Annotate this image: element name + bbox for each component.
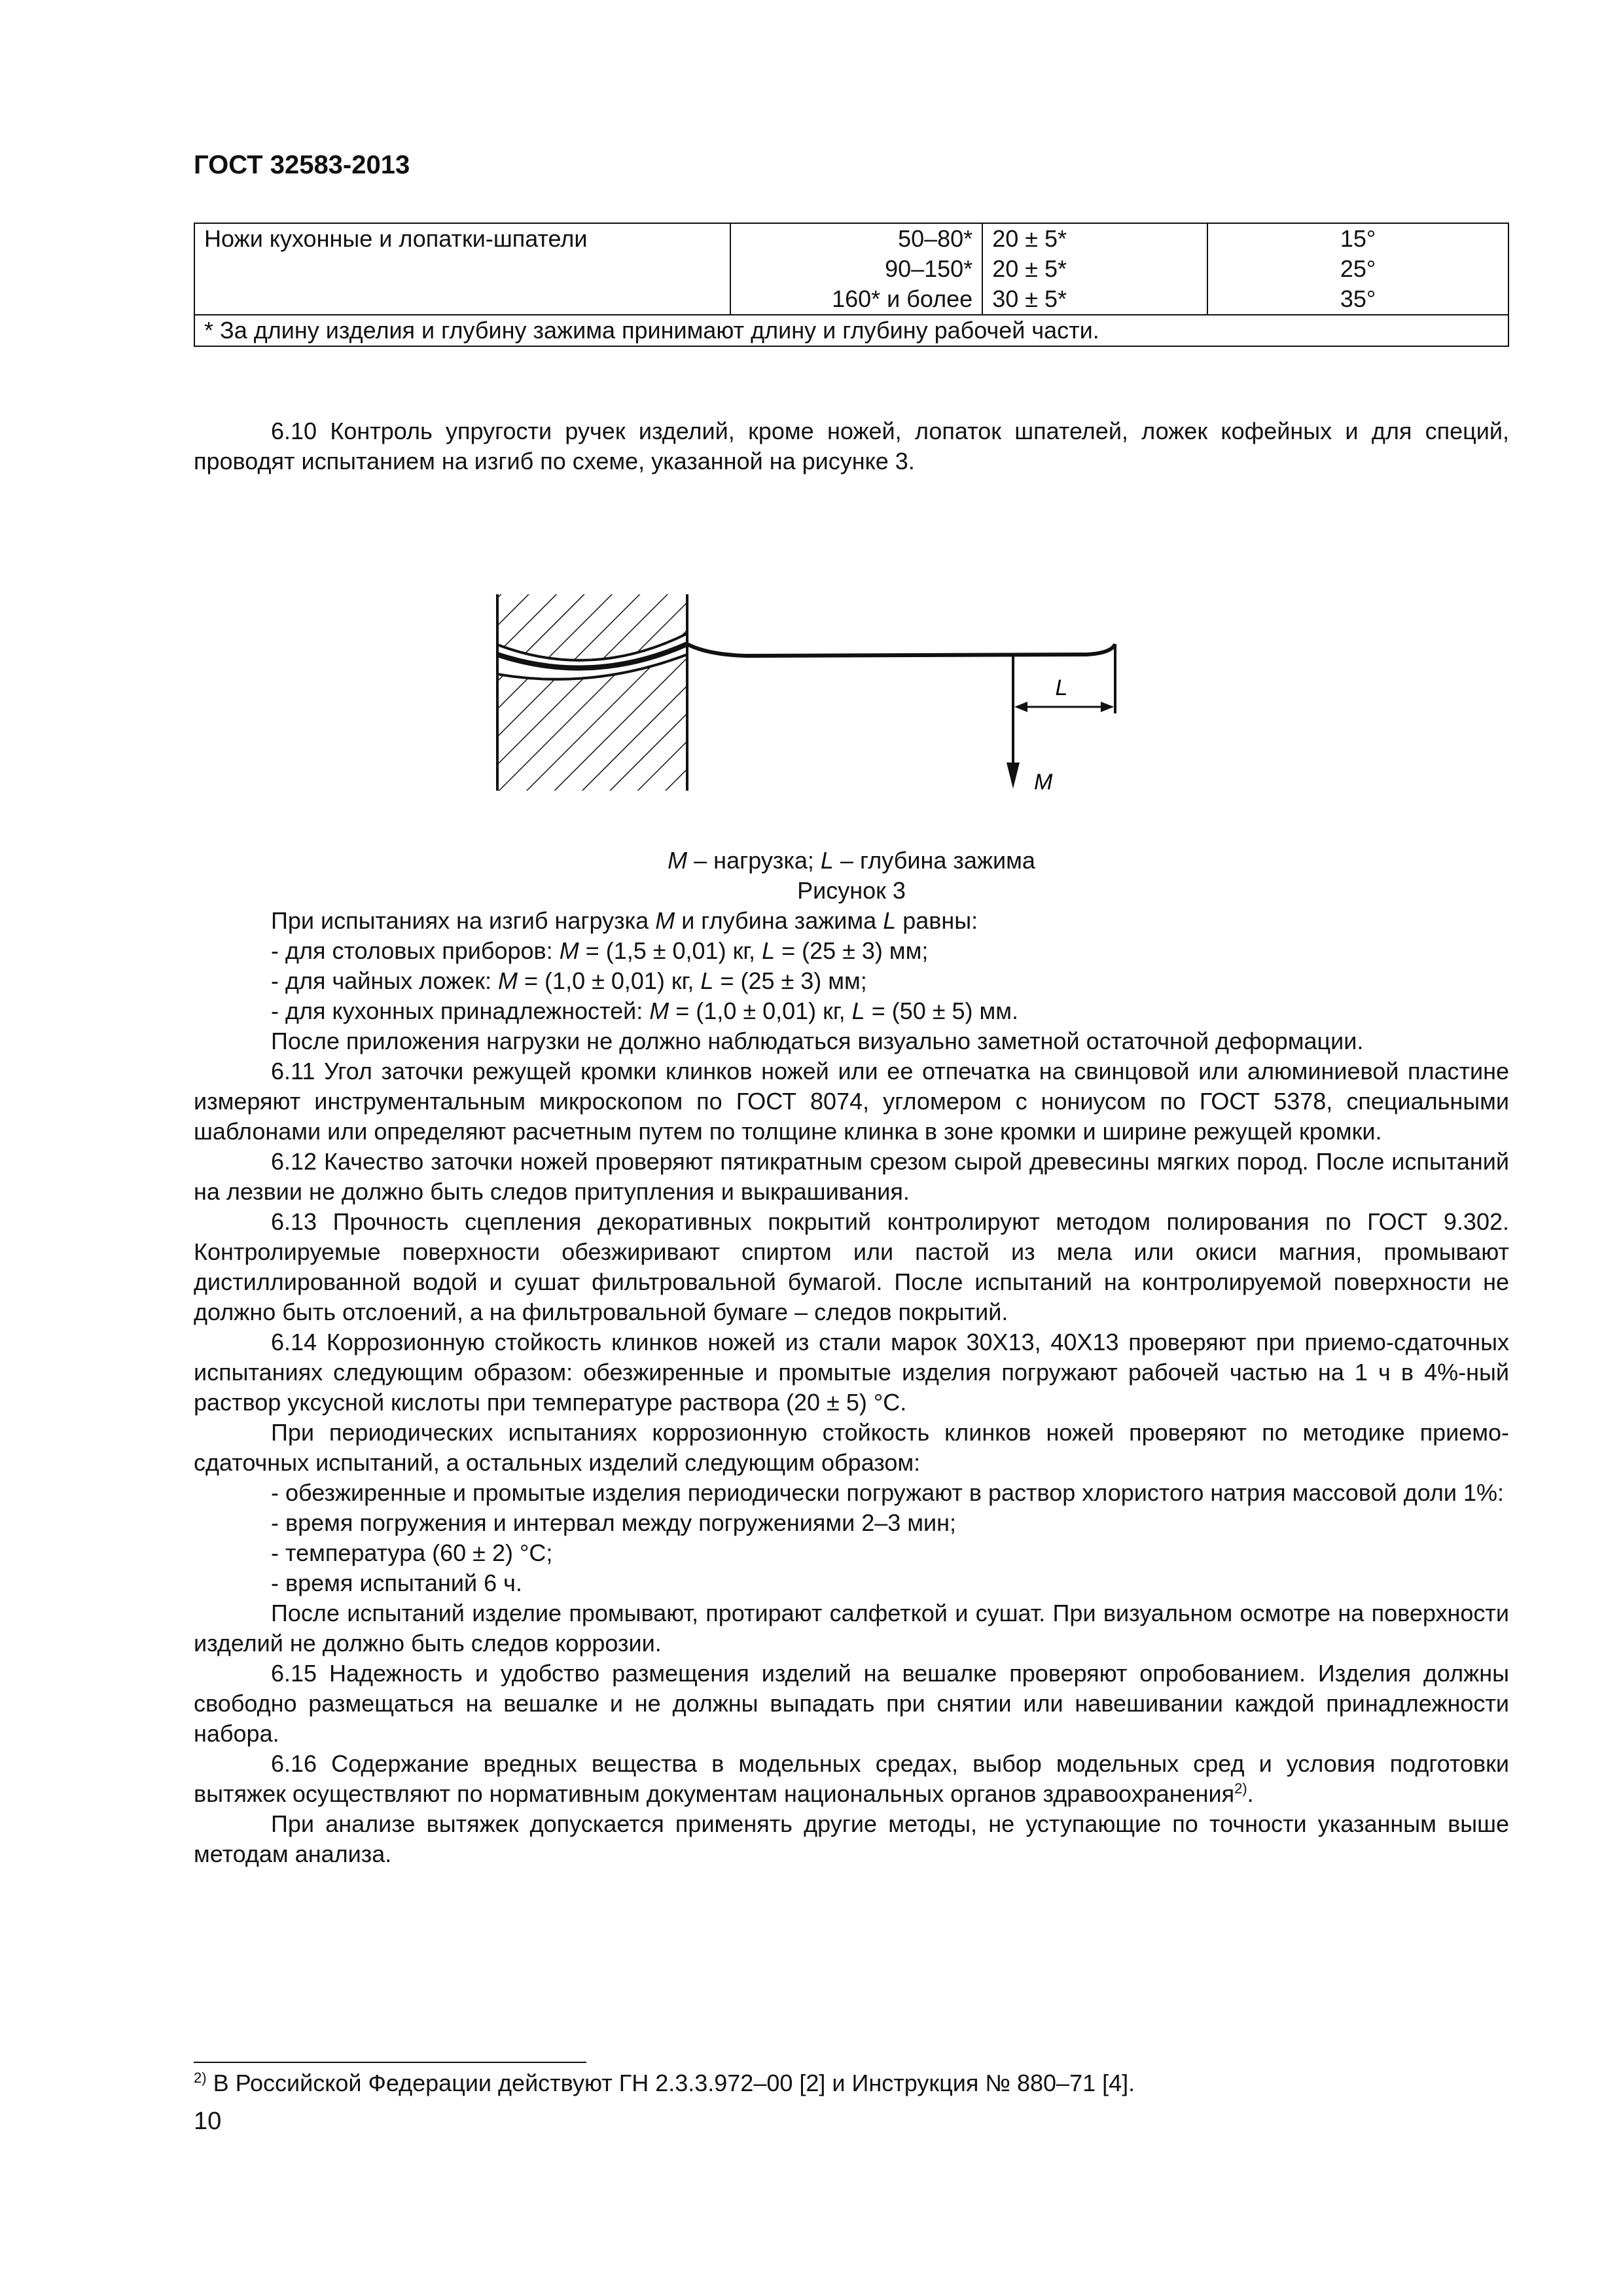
- figure-legend: M – нагрузка; L – глубина зажима: [668, 847, 1035, 874]
- length-value: 50–80*: [898, 225, 973, 252]
- paragraph-6-10: 6.10 Контроль упругости ручек изделий, кроме ножей, лопаток шпателей, ложек кофейных и для специй, проводят испытанием на изгиб по схеме, указанной на рисунке 3.: [194, 418, 1509, 475]
- paragraph-6-16-analysis: При анализе вытяжек допускается применять другие методы, не уступающие по точности указанным выше методам анализа.: [194, 1810, 1509, 1867]
- item-name-cell: Ножи кухонные и лопатки-шпатели: [194, 223, 730, 315]
- length-value: 90–150*: [885, 255, 973, 282]
- list-item: - температура (60 ± 2) °С;: [271, 1539, 553, 1566]
- figure-text: [194, 846, 1509, 1869]
- load-arrow-icon: [1007, 762, 1020, 789]
- clamp-jaws: [497, 594, 687, 791]
- label-M: M: [1034, 770, 1053, 795]
- section-6-10: [194, 416, 1509, 476]
- label-L: L: [1055, 675, 1068, 700]
- table-note: * За длину изделия и глубину зажима принимают длину и глубину рабочей части.: [194, 315, 1508, 346]
- list-item: - для кухонных принадлежностей: M = (1,0 ± 0,01) кг, L = (50 ± 5) мм.: [271, 997, 1019, 1024]
- paragraph-6-11: 6.11 Угол заточки режущей кромки клинков ножей или ее отпечатка на свинцовой или алюминиевой пластине измеряют инструментальным микроскопом по ГОСТ 8074, угломером с нониусом по ГОСТ 5378, специальными шаблонами или определяют расчетным путем по толщине клинка в зоне кромки и ширине режущей кромки.: [194, 1058, 1509, 1145]
- list-item: - время погружения и интервал между погружениями 2–3 мин;: [271, 1509, 957, 1536]
- paragraph-6-12: 6.12 Качество заточки ножей проверяют пятикратным срезом сырой древесины мягких пород. После испытаний на лезвии не должно быть следов притупления и выкрашивания.: [194, 1148, 1509, 1205]
- clamp-value: 20 ± 5*: [992, 225, 1067, 252]
- spec-table: [194, 223, 1509, 347]
- footnote-mark: 2): [194, 2070, 207, 2086]
- table-note-row: [194, 315, 1508, 346]
- bend-intro: При испытаниях на изгиб нагрузка M и глубина зажима L равны:: [271, 907, 978, 934]
- list-item: - для столовых приборов: M = (1,5 ± 0,01) кг, L = (25 ± 3) мм;: [271, 937, 929, 964]
- clamp-cell: [982, 223, 1207, 315]
- document-header: ГОСТ 32583-2013: [194, 151, 410, 179]
- length-cell: [730, 223, 982, 315]
- footnote: $^{2)}$ В Российской Федерации действуют ГН 2.3.3.972–00 [2] и Инструкция № 880–71 [4].: [194, 2070, 1135, 2096]
- paragraph-6-14: 6.14 Коррозионную стойкость клинков ножей из стали марок 30Х13, 40Х13 проверяют при приемо-сдаточных испытаниях следующим образом: обезжиренные и промытые изделия погружают рабочей частью на 1 ч в 4%-ный раствор уксусной кислоты при температуре раствора (20 ± 5) °С.: [194, 1329, 1509, 1416]
- paragraph-6-13: 6.13 Прочность сцепления декоративных покрытий контролируют методом полирования по ГОСТ 9.302. Контролируемые поверхности обезжиривают спиртом или пастой из мела или окиси магния, промывают дистиллированной водой и сушат фильтровальной бумагой. После испытаний на контролируемой поверхности не должно быть отслоений, а на фильтровальной бумаге – следов покрытий.: [194, 1208, 1509, 1325]
- length-value: 160* и более: [832, 285, 973, 312]
- bend-after: После приложения нагрузки не должно наблюдаться визуально заметной остаточной деформации.: [271, 1028, 1364, 1054]
- clamp-value: 20 ± 5*: [992, 255, 1067, 282]
- footnote-ref[interactable]: 2): [1234, 1780, 1247, 1797]
- figure-caption: Рисунок 3: [797, 877, 906, 904]
- bending-test-diagram: [484, 583, 1126, 798]
- paragraph-6-15: 6.15 Надежность и удобство размещения изделий на вешалке проверяют опробованием. Изделия должны свободно размещаться на вешалке и не должны выпадать при снятии или навешивании каждой принадлежности набора.: [194, 1660, 1509, 1747]
- list-item: - для чайных ложек: M = (1,0 ± 0,01) кг, L = (25 ± 3) мм;: [271, 967, 867, 994]
- list-item: - обезжиренные и промытые изделия периодически погружают в раствор хлористого натрия массовой доли 1%:: [271, 1479, 1505, 1506]
- page-number: 10: [194, 2108, 222, 2135]
- paragraph-6-16: 6.16 Содержание вредных вещества в модельных средах, выбор модельных сред и условия подготовки вытяжек осуществляют по нормативным документам национальных органов здравоохранения$^{2)}$.: [194, 1750, 1509, 1807]
- paragraph-6-14-periodic: При периодических испытаниях коррозионную стойкость клинков ножей проверяют по методике приемо-сдаточных испытаний, а остальных изделий следующим образом:: [194, 1419, 1509, 1476]
- footnote-divider: [194, 2062, 586, 2063]
- clamp-value: 30 ± 5*: [992, 285, 1067, 312]
- handle-specimen: [687, 644, 1115, 656]
- angle-cell: [1207, 223, 1508, 315]
- angle-value: 25°: [1340, 255, 1376, 282]
- angle-value: 35°: [1340, 285, 1376, 312]
- table-row: [194, 223, 1508, 315]
- list-item: - время испытаний 6 ч.: [271, 1570, 522, 1596]
- paragraph-6-14-result: После испытаний изделие промывают, протирают салфеткой и сушат. При визуальном осмотре на поверхности изделий не должно быть следов коррозии.: [194, 1600, 1509, 1657]
- angle-value: 15°: [1340, 225, 1376, 252]
